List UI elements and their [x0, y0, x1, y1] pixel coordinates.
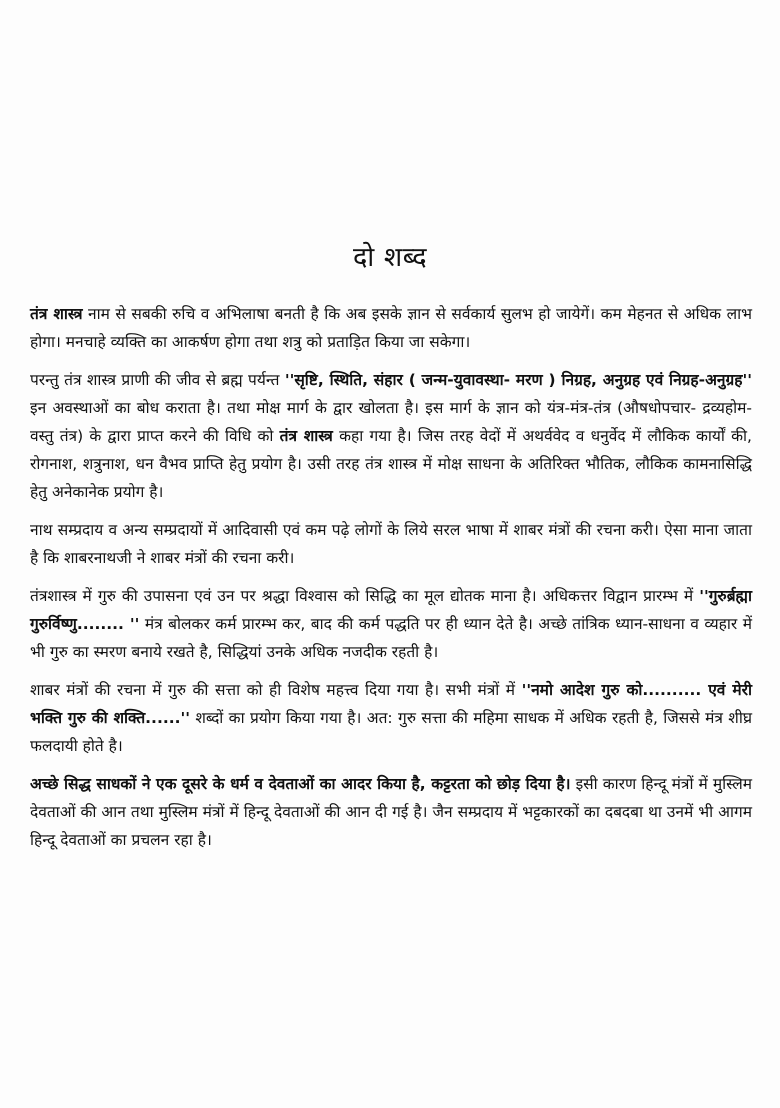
- text-run: नाम से सबकी रुचि व अभिलाषा बनती है कि अब इसके ज्ञान से सर्वकार्य सुलभ हो जायेगें। कम मेहनत से अधिक लाभ होगा। मनचाहे व्यक्ति का आकर्षण होगा तथा शत्रु को प्रताड़ित किया जा सकेगा।: [30, 305, 752, 351]
- paragraph: [30, 770, 752, 854]
- bold-text: ''नमो आदेश गुरु को.......... एवं मेरी भक्ति गुरु की शक्ति......'': [30, 681, 752, 727]
- page-title: दो शब्द: [352, 242, 428, 273]
- paragraph: [30, 516, 752, 572]
- bold-text: अच्छे सिद्ध साधकों ने एक दूसरे के धर्म व देवताओं का आदर किया है, कट्टरता को छोड़ दिया है।: [30, 775, 571, 793]
- text-run: शाबर मंत्रों की रचना में गुरु की सत्ता को ही विशेष महत्त्व दिया गया है। सभी मंत्रों में: [30, 681, 522, 699]
- text-run: इन अवस्थाओं का बोध कराता है। तथा मोक्ष मार्ग के द्वार खोलता है। इस मार्ग के ज्ञान को यंत्र-मंत्र-तंत्र (औषधोपचार- द्रव्यहोम- वस्तु तंत्र) के द्वारा प्राप्त करने की विधि को: [30, 399, 752, 445]
- paragraph: [30, 582, 752, 666]
- bold-text: तंत्र शास्त्र: [279, 427, 333, 445]
- bold-text: ''गुरुर्ब्रह्मा गुरुर्विष्णु........ '': [30, 587, 752, 633]
- document-body: [30, 300, 752, 864]
- text-run: इसी कारण हिन्दू मंत्रों में मुस्लिम देवताओं की आन तथा मुस्लिम मंत्रों में हिन्दू देवताओं की आन दी गई है। जैन सम्प्रदाय में भट्टकारकों का दबदबा था उनमें भी आगम हिन्दू देवताओं का प्रचलन रहा है।: [30, 775, 752, 849]
- text-run: तंत्रशास्त्र में गुरु की उपासना एवं उन पर श्रद्धा विश्वास को सिद्धि का मूल द्योतक माना है। अधिकत्तर विद्वान प्रारम्भ में: [30, 587, 700, 605]
- paragraph: [30, 300, 752, 356]
- paragraph: [30, 366, 752, 506]
- text-run: मंत्र बोलकर कर्म प्रारम्भ कर, बाद की कर्म पद्धति पर ही ध्यान देते है। अच्छे तांत्रिक ध्यान-साधना व व्यहार में भी गुरु का स्मरण बनाये रखते है, सिद्धियां उनके अधिक नजदीक रहती है।: [30, 615, 753, 661]
- text-run: नाथ सम्प्रदाय व अन्य सम्प्रदायों में आदिवासी एवं कम पढ़े लोगों के लिये सरल भाषा में शाबर मंत्रों की रचना करी। ऐसा माना जाता है कि शाबरनाथजी ने शाबर मंत्रों की रचना करी।: [30, 521, 752, 567]
- bold-text: ''सृष्टि, स्थिति, संहार ( जन्म-युवावस्था- मरण ) निग्रह, अनुग्रह एवं निग्रह-अनुग्रह'': [284, 371, 752, 389]
- text-run: कहा गया है। जिस तरह वेदों में अथर्ववेद व धनुर्वेद में लौकिक कार्यों की, रोगनाश, शत्रुनाश, धन वैभव प्राप्ति हेतु प्रयोग है। उसी तरह तंत्र शास्त्र में मोक्ष साधना के अतिरिक्त भौतिक, लौकिक कामनासिद्धि हेतु अनेकानेक प्रयोग है।: [30, 427, 752, 501]
- text-run: शब्दों का प्रयोग किया गया है। अत: गुरु सत्ता की महिमा साधक में अधिक रहती है, जिससे मंत्र शीघ्र फलदायी होते है।: [30, 709, 752, 755]
- bold-text: तंत्र शास्त्र: [30, 305, 83, 323]
- text-run: परन्तु तंत्र शास्त्र प्राणी की जीव से ब्रह्म पर्यन्त: [30, 371, 285, 389]
- paragraph: [30, 676, 752, 760]
